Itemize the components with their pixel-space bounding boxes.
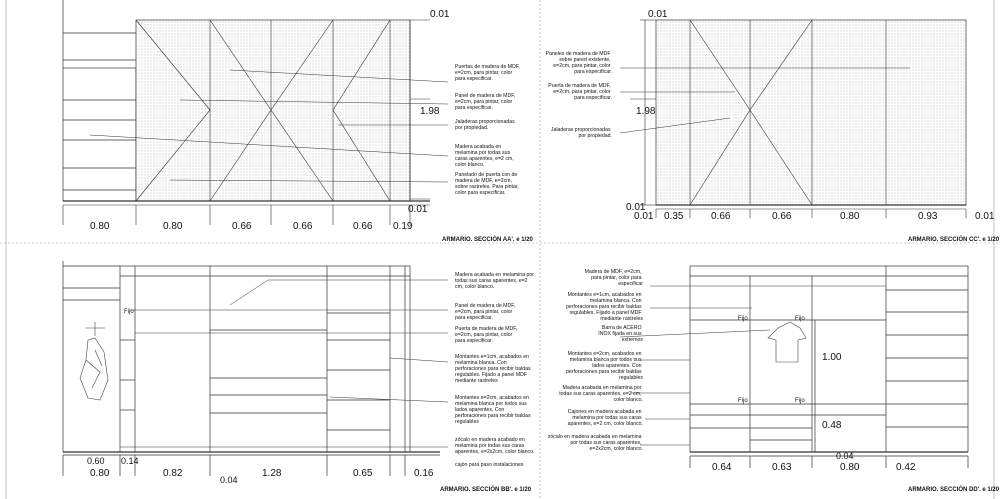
bb-fixed-label: Fijo xyxy=(124,309,134,315)
aa-title: ARMARIO. SECCIÓN AA'. e 1/20 xyxy=(442,237,533,243)
dd-width-dims xyxy=(712,462,916,473)
dd-note-4: Madera acabada en melamina por todas sus caras aparentes, e=2 cm, color blanco. xyxy=(559,385,643,403)
dd-note-5: Cajones en madera acabada en melamina por todas sus caras aparentes, e=2 cm, color blanco. xyxy=(567,409,643,427)
section-aa xyxy=(63,0,534,243)
bb-width-0: 0.80 xyxy=(90,468,110,479)
bb-width-dims xyxy=(90,468,434,479)
aa-notes xyxy=(455,64,521,196)
dd-fixed-label-top-right: Fijo xyxy=(795,316,805,322)
dd-dim-048: 0.48 xyxy=(822,420,842,431)
cc-bottom-dim: 0.01 xyxy=(626,202,646,213)
cc-top-dim: 0.01 xyxy=(648,9,668,20)
bb-note-3: Montantes e=1cm, acabados en melamina blanca. Con perforaciones para recibir baldas regulables. Fijado a panel MDF mediante rastreles xyxy=(455,354,531,384)
dd-notes xyxy=(548,269,644,452)
bb-note-1: Panel de madera de MDF, e=2cm, para pintar, color para especificar. xyxy=(455,303,516,321)
bb-note-5: zócalo en madera acabado en melamina por todas sus caras aparentes, e=2x2cm, color blanco. xyxy=(455,437,535,455)
section-bb xyxy=(63,261,535,493)
aa-bottom-dim: 0.01 xyxy=(408,204,428,215)
bb-width-1: 0.82 xyxy=(163,468,183,479)
cc-width-dims xyxy=(634,211,995,222)
section-dd xyxy=(548,266,1000,493)
aa-height-dim xyxy=(420,106,440,117)
cc-note-0: Paneles de madera de MDF sobre pared existente, e=2cm, para pintar, color para especificar. xyxy=(545,51,612,75)
cc-width-2: 0.66 xyxy=(711,211,731,222)
cc-title: ARMARIO. SECCIÓN CC'. e 1/20 xyxy=(908,237,1000,243)
shirt-sketch xyxy=(768,322,806,362)
cc-width-6: 0.01 xyxy=(975,211,995,222)
cc-notes xyxy=(546,51,612,139)
cc-width-0: 0.01 xyxy=(634,211,654,222)
aa-width-3: 0.66 xyxy=(293,221,313,232)
aa-note-0: Puertas de madera de MDF, e=2cm, para pintar, color para especificar. xyxy=(455,64,520,82)
aa-width-dims xyxy=(90,221,413,232)
aa-note-4: Panelado de puerta con de madera de MDF, e=2cm, sobre rastreles. Para pintar, color para especificar. xyxy=(455,172,519,196)
aa-width-4: 0.66 xyxy=(353,221,373,232)
bb-width-2: 1.28 xyxy=(262,468,282,479)
cc-width-3: 0.66 xyxy=(772,211,792,222)
aa-width-5: 0.19 xyxy=(393,221,413,232)
cc-note-1: Puerta de madera de MDF, e=2cm, para pintar, color para especificar. xyxy=(548,83,612,101)
aa-width-2: 0.66 xyxy=(232,221,252,232)
cc-note-2: Jaladeras proporcionadas por propiedad. xyxy=(550,127,612,139)
aa-width-1: 0.80 xyxy=(163,221,183,232)
dd-note-3: Montantes e=2cm, acabados en melamina blanca por todos sus lados aparentes. Con perforaciones para recibir baldas regulables xyxy=(565,351,643,381)
dd-note-2: Barra de ACERO INOX fijada en sus extremos xyxy=(598,325,643,343)
cc-width-4: 0.80 xyxy=(840,211,860,222)
bb-note-6: cajón para paso instalaciones xyxy=(455,462,524,468)
bb-note-4: Montantes e=2cm, acabados en melamina blanca por todos sus lados aparentes. Con perforaciones para recibir baldas regulables xyxy=(455,395,531,425)
dd-dim-004: 0.04 xyxy=(836,451,854,461)
bb-width-3: 0.65 xyxy=(353,468,373,479)
cc-height-label: 1.98 xyxy=(636,106,656,117)
bb-dim-004: 0.04 xyxy=(220,475,238,485)
bb-dim-014: 0.14 xyxy=(121,456,139,466)
garment-sketch xyxy=(80,322,108,400)
dd-note-1: Montantes e=1cm, acabados en melamina blanca. Con perforaciones para recibir baldas regulables. Fijado a panel MDF mediante rastreles xyxy=(565,292,643,322)
cc-width-5: 0.93 xyxy=(918,211,938,222)
aa-note-1: Panel de madera de MDF, e=2cm, para pintar, color para especificar. xyxy=(455,93,516,111)
dd-fixed-label-top: Fijo xyxy=(738,316,748,322)
dd-width-2: 0.80 xyxy=(840,462,860,473)
aa-note-2: Jaladeras proporcionadas por propiedad. xyxy=(455,119,515,131)
aa-top-dim: 0.01 xyxy=(430,9,450,20)
bb-note-2: Puerta de madera de MDF, e=2cm, para pintar, color para especificar. xyxy=(455,326,518,344)
dd-title: ARMARIO. SECCIÓN DD'. e 1/20 xyxy=(908,487,1000,493)
bb-note-0: Madera acabada en melamina por todas sus caras aparentes, e=2 cm, color blanco. xyxy=(455,272,535,290)
dd-width-0: 0.64 xyxy=(712,462,732,473)
section-cc xyxy=(546,9,1000,243)
dd-width-1: 0.63 xyxy=(772,462,792,473)
dd-note-0: Madera de MDF, e=2cm, para pintar, color para especificar xyxy=(584,269,643,287)
bb-width-4: 0.16 xyxy=(414,468,434,479)
dd-width-3: 0.42 xyxy=(896,462,916,473)
aa-width-0: 0.80 xyxy=(90,221,110,232)
dd-fixed-label-bottom-right: Fijo xyxy=(795,398,805,404)
bb-dim-060: 0.60 xyxy=(87,456,105,466)
bb-notes xyxy=(455,272,535,468)
aa-note-3: Madera acabada en melamina por todas sus caras aparentes, e=2 cm, color blanco. xyxy=(455,144,514,168)
cc-width-1: 0.35 xyxy=(664,211,684,222)
dd-fixed-label-bottom: Fijo xyxy=(738,398,748,404)
dd-note-6: zócalo en madera acabada en melamina por todas sus caras aparentes, e=2x2cm, color blanco. xyxy=(547,434,643,452)
dd-dim-100: 1.00 xyxy=(822,352,842,363)
aa-height-label: 1.98 xyxy=(420,106,440,117)
bb-title: ARMARIO. SECCIÓN BB'. e 1/20 xyxy=(440,487,532,493)
